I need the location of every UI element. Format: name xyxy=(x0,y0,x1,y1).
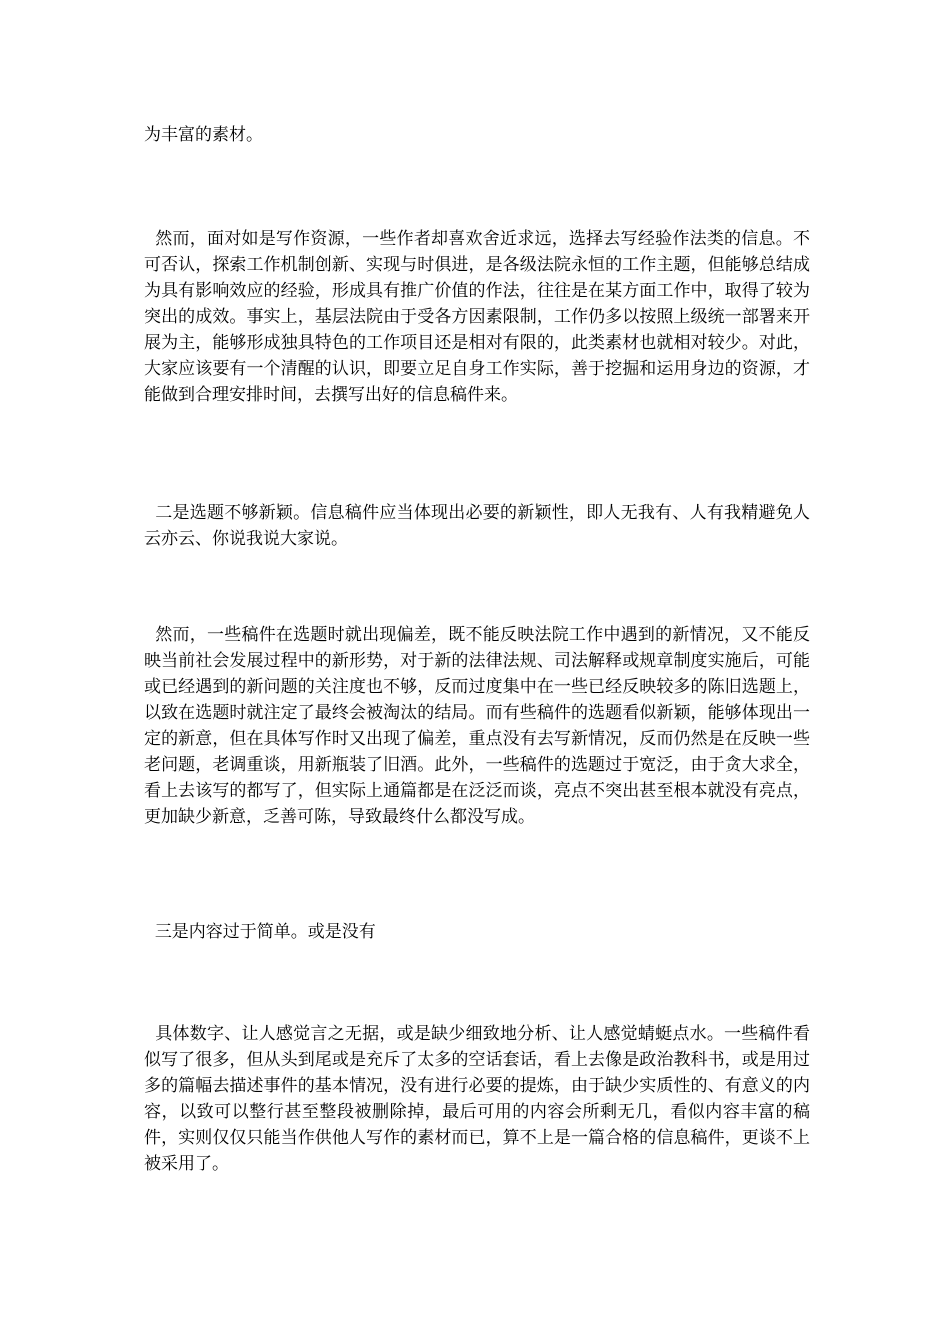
paragraph-3: 二是选题不够新颖。信息稿件应当体现出必要的新颖性，即人无我有、人有我精避免人云亦云、你说我说大家说。 xyxy=(144,503,810,549)
paragraph-4: 然而，一些稿件在选题时就出现偏差，既不能反映法院工作中遇到的新情况，又不能反映当前社会发展过程中的新形势，对于新的法律法规、司法解释或规章制度实施后，可能或已经遇到的新问题的关注度也不够，反而过度集中在一些已经反映较多的陈旧选题上，以致在选题时就注定了最终会被淘汰的结局。而有些稿件的选题看似新颖，能够体现出一定的新意，但在具体写作时又出现了偏差，重点没有去写新情况，反而仍然是在反映一些老问题，老调重谈，用新瓶装了旧酒。此外，一些稿件的选题过于宽泛，由于贪大求全，看上去该写的都写了，但实际上通篇都是在泛泛而谈，亮点不突出甚至根本就没有亮点，更加缺少新意，乏善可陈，导致最终什么都没写成。 xyxy=(144,625,810,827)
paragraph-1: 为丰富的素材。 xyxy=(144,125,263,145)
paragraph-6: 具体数字、让人感觉言之无据，或是缺少细致地分析、让人感觉蜻蜓点水。一些稿件看似写了很多，但从头到尾或是充斥了太多的空话套话，看上去像是政治教科书，或是用过多的篇幅去描述事件的基本情况，没有进行必要的提炼，由于缺少实质性的、有意义的内容，以致可以整行甚至整段被删除掉，最后可用的内容会所剩无几，看似内容丰富的稿件，实则仅仅只能当作供他人写作的素材而已，算不上是一篇合格的信息稿件，更谈不上被采用了。 xyxy=(144,1024,810,1174)
paragraph-5: 三是内容过于简单。或是没有 xyxy=(144,922,376,942)
paragraph-2: 然而，面对如是写作资源，一些作者却喜欢舍近求远，选择去写经验作法类的信息。不可否认，探索工作机制创新、实现与时俱进，是各级法院永恒的工作主题，但能够总结成为具有影响效应的经验，形成具有推广价值的作法，往往是在某方面工作中，取得了较为突出的成效。事实上，基层法院由于受各方因素限制，工作仍多以按照上级统一部署来开展为主，能够形成独具特色的工作项目还是相对有限的，此类素材也就相对较少。对此，大家应该要有一个清醒的认识，即要立足自身工作实际，善于挖掘和运用身边的资源，才能做到合理安排时间，去撰写出好的信息稿件来。 xyxy=(144,229,810,405)
